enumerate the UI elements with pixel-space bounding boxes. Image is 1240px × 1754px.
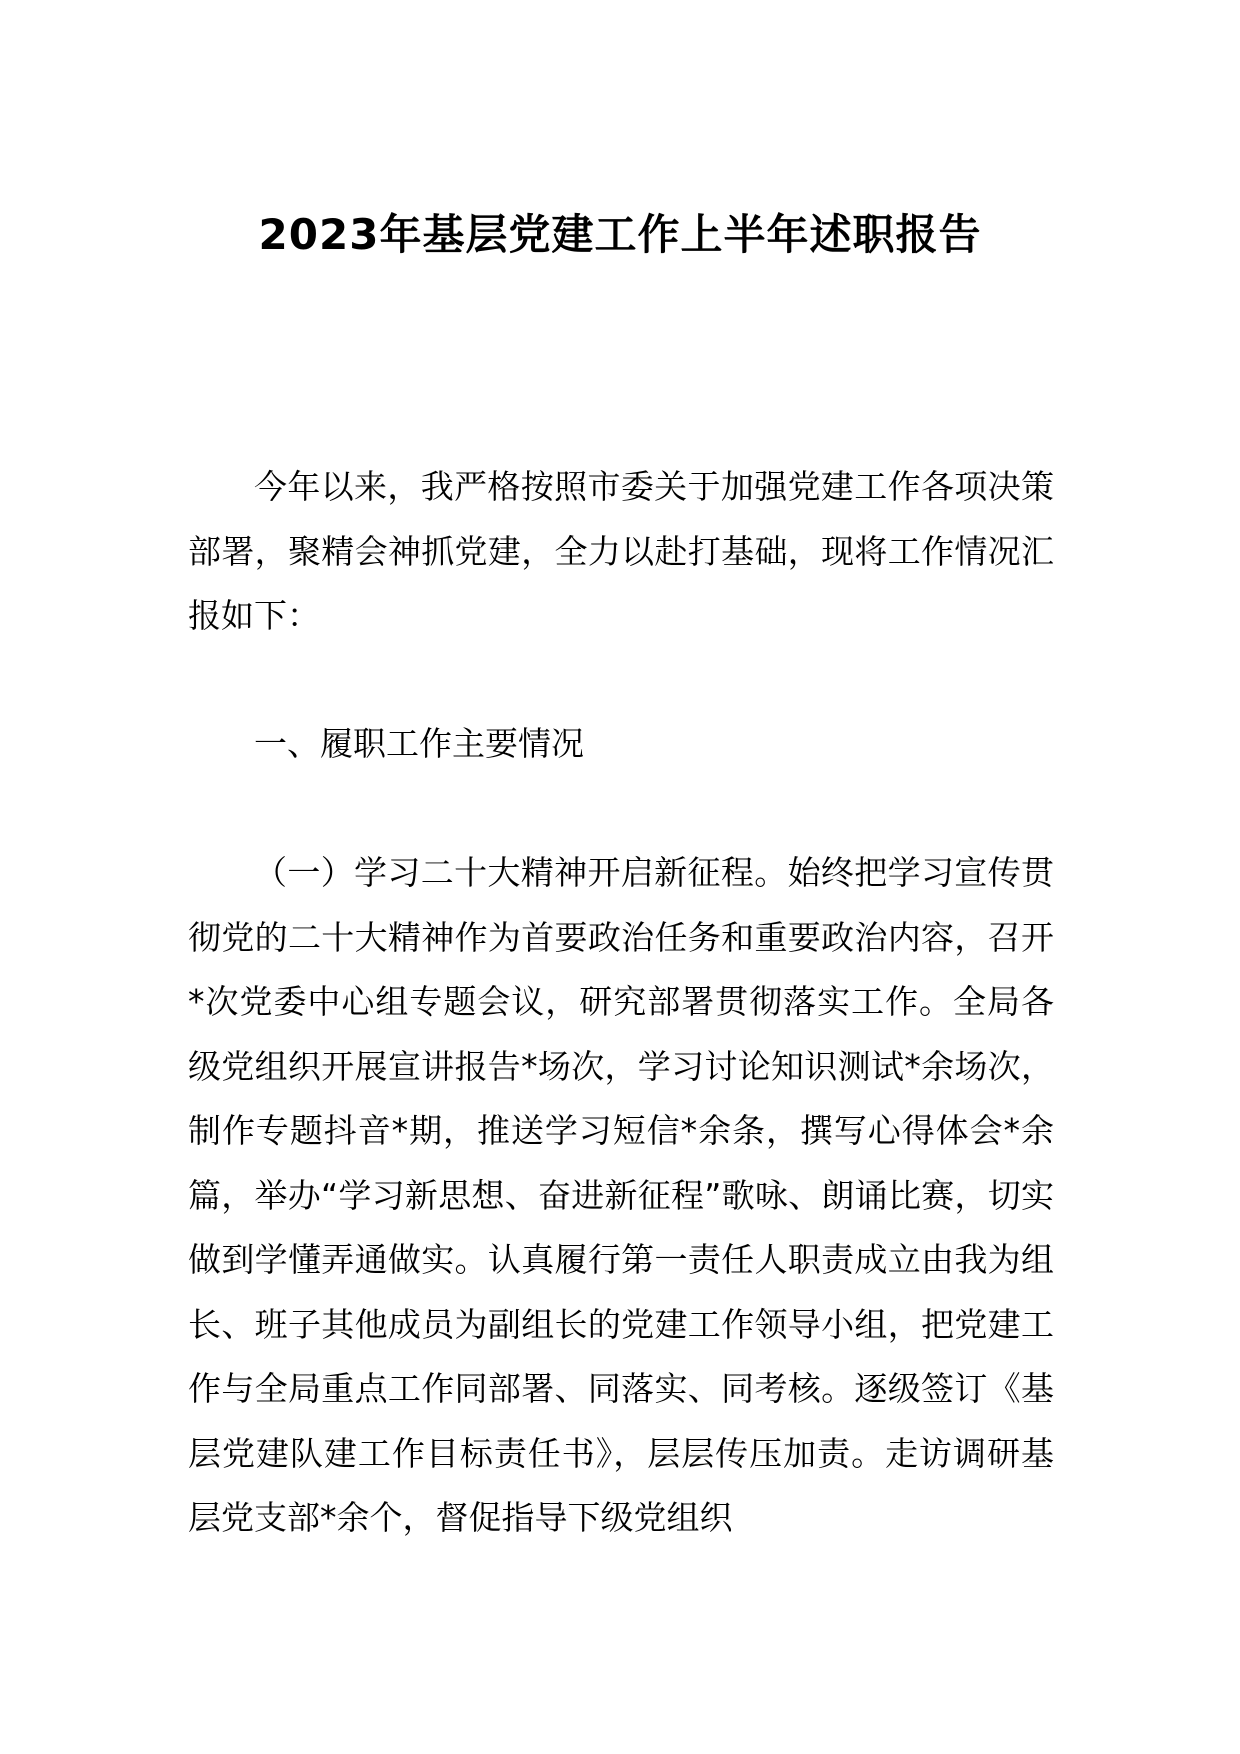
intro-paragraph: 今年以来，我严格按照市委关于加强党建工作各项决策部署，聚精会神抓党建，全力以赴打基础，现将工作情况汇报如下：: [188, 467, 1054, 635]
subsection-paragraph: （一）学习二十大精神开启新征程。始终把学习宣传贯彻党的二十大精神作为首要政治任务和重要政治内容，召开*次党委中心组专题会议，研究部署贯彻落实工作。全局各级党组织开展宣讲报告*场次，学习讨论知识测试*余场次，制作专题抖音*期，推送学习短信*余条，撰写心得体会*余篇，举办“学习新思想、奋进新征程”歌咏、朗诵比赛，切实做到学懂弄通做实。认真履行第一责任人职责成立由我为组长、班子其他成员为副组长的党建工作领导小组，把党建工作与全局重点工作同部署、同落实、同考核。逐级签订《基层党建队建工作目标责任书》，层层传压加责。走访调研基层党支部*余个，督促指导下级党组织: [188, 853, 1054, 1537]
section-heading: 一、履职工作主要情况: [254, 724, 584, 763]
document-title: 2023年基层党建工作上半年述职报告: [258, 210, 982, 259]
